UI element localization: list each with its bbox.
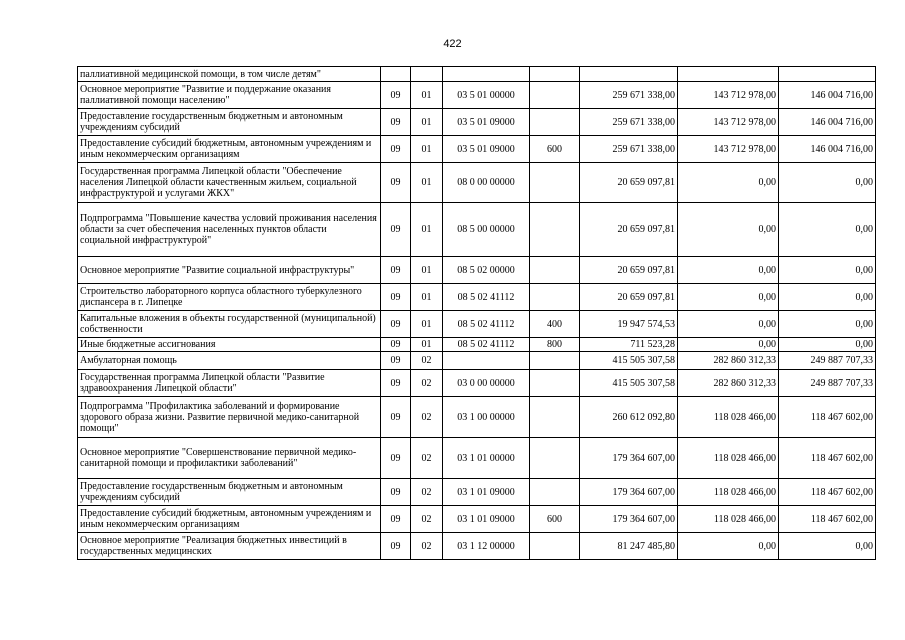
row-expense-type: 800 — [530, 338, 580, 352]
row-amount-year-3: 0,00 — [779, 257, 876, 284]
row-amount-year-2: 143 712 978,00 — [678, 136, 779, 163]
row-target-item: 08 0 00 00000 — [443, 163, 530, 203]
row-amount-year-2: 0,00 — [678, 203, 779, 257]
row-amount-year-1: 415 505 307,58 — [580, 352, 678, 370]
row-expense-type — [530, 352, 580, 370]
row-amount-year-1: 179 364 607,00 — [580, 506, 678, 533]
row-section: 09 — [381, 479, 411, 506]
row-subsection: 01 — [411, 338, 443, 352]
row-amount-year-1: 20 659 097,81 — [580, 284, 678, 311]
table-row — [78, 397, 876, 438]
row-name: Капитальные вложения в объекты государственной (муниципальной) собственности — [78, 311, 381, 338]
row-section: 09 — [381, 438, 411, 479]
row-amount-year-1: 20 659 097,81 — [580, 163, 678, 203]
row-name: Государственная программа Липецкой области "Развитие здравоохранения Липецкой области" — [78, 370, 381, 397]
row-expense-type — [530, 109, 580, 136]
row-subsection: 02 — [411, 352, 443, 370]
table-row — [78, 67, 876, 82]
row-subsection: 02 — [411, 479, 443, 506]
row-target-item: 08 5 02 41112 — [443, 311, 530, 338]
row-subsection: 01 — [411, 163, 443, 203]
row-amount-year-3: 118 467 602,00 — [779, 506, 876, 533]
table-row — [78, 109, 876, 136]
row-amount-year-3: 146 004 716,00 — [779, 82, 876, 109]
row-section: 09 — [381, 257, 411, 284]
row-section: 09 — [381, 397, 411, 438]
row-target-item: 03 5 01 09000 — [443, 136, 530, 163]
row-amount-year-1: 711 523,28 — [580, 338, 678, 352]
row-name: Основное мероприятие "Развитие и поддержание оказания паллиативной помощи населению" — [78, 82, 381, 109]
table-row — [78, 506, 876, 533]
row-name: Иные бюджетные ассигнования — [78, 338, 381, 352]
row-amount-year-2: 0,00 — [678, 163, 779, 203]
row-amount-year-2: 143 712 978,00 — [678, 109, 779, 136]
row-subsection: 02 — [411, 438, 443, 479]
row-amount-year-3: 0,00 — [779, 163, 876, 203]
row-section: 09 — [381, 163, 411, 203]
row-expense-type — [530, 67, 580, 82]
row-section: 09 — [381, 506, 411, 533]
row-expense-type — [530, 479, 580, 506]
row-amount-year-1: 20 659 097,81 — [580, 257, 678, 284]
row-target-item: 03 1 01 09000 — [443, 506, 530, 533]
row-target-item: 08 5 02 41112 — [443, 338, 530, 352]
row-expense-type — [530, 397, 580, 438]
row-section: 09 — [381, 284, 411, 311]
row-name: Основное мероприятие "Совершенствование первичной медико-санитарной помощи и профилактики заболеваний" — [78, 438, 381, 479]
row-name: Предоставление государственным бюджетным и автономным учреждениям субсидий — [78, 109, 381, 136]
row-amount-year-1: 20 659 097,81 — [580, 203, 678, 257]
row-amount-year-1: 259 671 338,00 — [580, 136, 678, 163]
row-name: Строительство лабораторного корпуса областного туберкулезного диспансера в г. Липецке — [78, 284, 381, 311]
row-amount-year-3: 0,00 — [779, 284, 876, 311]
row-target-item: 03 1 00 00000 — [443, 397, 530, 438]
row-amount-year-2: 282 860 312,33 — [678, 370, 779, 397]
row-amount-year-1 — [580, 67, 678, 82]
row-target-item: 03 0 00 00000 — [443, 370, 530, 397]
row-amount-year-3: 118 467 602,00 — [779, 438, 876, 479]
table-row — [78, 82, 876, 109]
table-row — [78, 370, 876, 397]
row-target-item: 08 5 02 00000 — [443, 257, 530, 284]
row-amount-year-2: 0,00 — [678, 284, 779, 311]
row-expense-type: 400 — [530, 311, 580, 338]
row-section: 09 — [381, 109, 411, 136]
row-section: 09 — [381, 203, 411, 257]
table-row — [78, 163, 876, 203]
row-amount-year-3: 0,00 — [779, 203, 876, 257]
row-name: Государственная программа Липецкой области "Обеспечение населения Липецкой области качественным жильем, социальной инфраструктурой и услугами ЖКХ" — [78, 163, 381, 203]
row-amount-year-2 — [678, 67, 779, 82]
row-target-item — [443, 67, 530, 82]
row-amount-year-2: 118 028 466,00 — [678, 397, 779, 438]
row-amount-year-2: 282 860 312,33 — [678, 352, 779, 370]
row-amount-year-3: 118 467 602,00 — [779, 479, 876, 506]
row-expense-type — [530, 163, 580, 203]
row-amount-year-3: 0,00 — [779, 311, 876, 338]
row-amount-year-3: 249 887 707,33 — [779, 352, 876, 370]
table-row — [78, 533, 876, 560]
row-name: Основное мероприятие "Развитие социальной инфраструктуры" — [78, 257, 381, 284]
row-expense-type — [530, 533, 580, 560]
row-section: 09 — [381, 136, 411, 163]
row-subsection: 01 — [411, 311, 443, 338]
row-amount-year-2: 118 028 466,00 — [678, 506, 779, 533]
row-amount-year-3: 118 467 602,00 — [779, 397, 876, 438]
row-expense-type — [530, 370, 580, 397]
row-section: 09 — [381, 82, 411, 109]
row-subsection: 02 — [411, 397, 443, 438]
row-expense-type — [530, 284, 580, 311]
row-amount-year-1: 259 671 338,00 — [580, 82, 678, 109]
row-amount-year-3: 0,00 — [779, 338, 876, 352]
row-amount-year-2: 0,00 — [678, 311, 779, 338]
row-amount-year-1: 179 364 607,00 — [580, 479, 678, 506]
row-amount-year-1: 260 612 092,80 — [580, 397, 678, 438]
table-row — [78, 203, 876, 257]
table-row — [78, 338, 876, 352]
row-name: Амбулаторная помощь — [78, 352, 381, 370]
row-target-item: 03 5 01 00000 — [443, 82, 530, 109]
table-row — [78, 311, 876, 338]
row-amount-year-2: 0,00 — [678, 338, 779, 352]
row-section: 09 — [381, 338, 411, 352]
row-subsection: 01 — [411, 284, 443, 311]
row-target-item: 03 1 01 09000 — [443, 479, 530, 506]
row-subsection: 01 — [411, 203, 443, 257]
page-number: 422 — [443, 38, 462, 50]
row-target-item: 08 5 02 41112 — [443, 284, 530, 311]
row-amount-year-2: 118 028 466,00 — [678, 479, 779, 506]
row-amount-year-2: 118 028 466,00 — [678, 438, 779, 479]
row-amount-year-1: 259 671 338,00 — [580, 109, 678, 136]
row-subsection: 01 — [411, 136, 443, 163]
row-target-item: 03 1 12 00000 — [443, 533, 530, 560]
row-section — [381, 67, 411, 82]
row-subsection — [411, 67, 443, 82]
row-amount-year-2: 0,00 — [678, 533, 779, 560]
table-row — [78, 136, 876, 163]
row-name: Предоставление субсидий бюджетным, автономным учреждениям и иным некоммерческим организациям — [78, 506, 381, 533]
row-name: паллиативной медицинской помощи, в том числе детям" — [78, 67, 381, 82]
row-amount-year-2: 143 712 978,00 — [678, 82, 779, 109]
row-subsection: 01 — [411, 82, 443, 109]
row-amount-year-1: 179 364 607,00 — [580, 438, 678, 479]
row-subsection: 01 — [411, 109, 443, 136]
row-name: Подпрограмма "Повышение качества условий проживания населения области за счет обеспечения населенных пунктов области социальной инфраструктурой" — [78, 203, 381, 257]
row-section: 09 — [381, 311, 411, 338]
row-expense-type — [530, 82, 580, 109]
row-section: 09 — [381, 370, 411, 397]
row-amount-year-3 — [779, 67, 876, 82]
row-amount-year-1: 19 947 574,53 — [580, 311, 678, 338]
row-amount-year-2: 0,00 — [678, 257, 779, 284]
row-amount-year-1: 81 247 485,80 — [580, 533, 678, 560]
row-amount-year-3: 146 004 716,00 — [779, 109, 876, 136]
row-subsection: 02 — [411, 506, 443, 533]
row-amount-year-3: 146 004 716,00 — [779, 136, 876, 163]
row-amount-year-3: 249 887 707,33 — [779, 370, 876, 397]
row-name: Предоставление государственным бюджетным и автономным учреждениям субсидий — [78, 479, 381, 506]
row-expense-type — [530, 438, 580, 479]
row-subsection: 02 — [411, 533, 443, 560]
budget-table — [77, 66, 876, 560]
row-section: 09 — [381, 533, 411, 560]
table-row — [78, 257, 876, 284]
row-target-item: 08 5 00 00000 — [443, 203, 530, 257]
row-expense-type: 600 — [530, 136, 580, 163]
row-target-item: 03 1 01 00000 — [443, 438, 530, 479]
row-expense-type — [530, 203, 580, 257]
row-section: 09 — [381, 352, 411, 370]
row-target-item: 03 5 01 09000 — [443, 109, 530, 136]
row-subsection: 02 — [411, 370, 443, 397]
row-subsection: 01 — [411, 257, 443, 284]
row-target-item — [443, 352, 530, 370]
table-row — [78, 479, 876, 506]
row-amount-year-1: 415 505 307,58 — [580, 370, 678, 397]
row-expense-type — [530, 257, 580, 284]
row-name: Основное мероприятие "Реализация бюджетных инвестиций в государственных медицинских — [78, 533, 381, 560]
row-name: Подпрограмма "Профилактика заболеваний и формирование здорового образа жизни. Развитие первичной медико-санитарной помощи" — [78, 397, 381, 438]
row-expense-type: 600 — [530, 506, 580, 533]
row-amount-year-3: 0,00 — [779, 533, 876, 560]
table-row — [78, 284, 876, 311]
row-name: Предоставление субсидий бюджетным, автономным учреждениям и иным некоммерческим организациям — [78, 136, 381, 163]
table-row — [78, 352, 876, 370]
table-row — [78, 438, 876, 479]
